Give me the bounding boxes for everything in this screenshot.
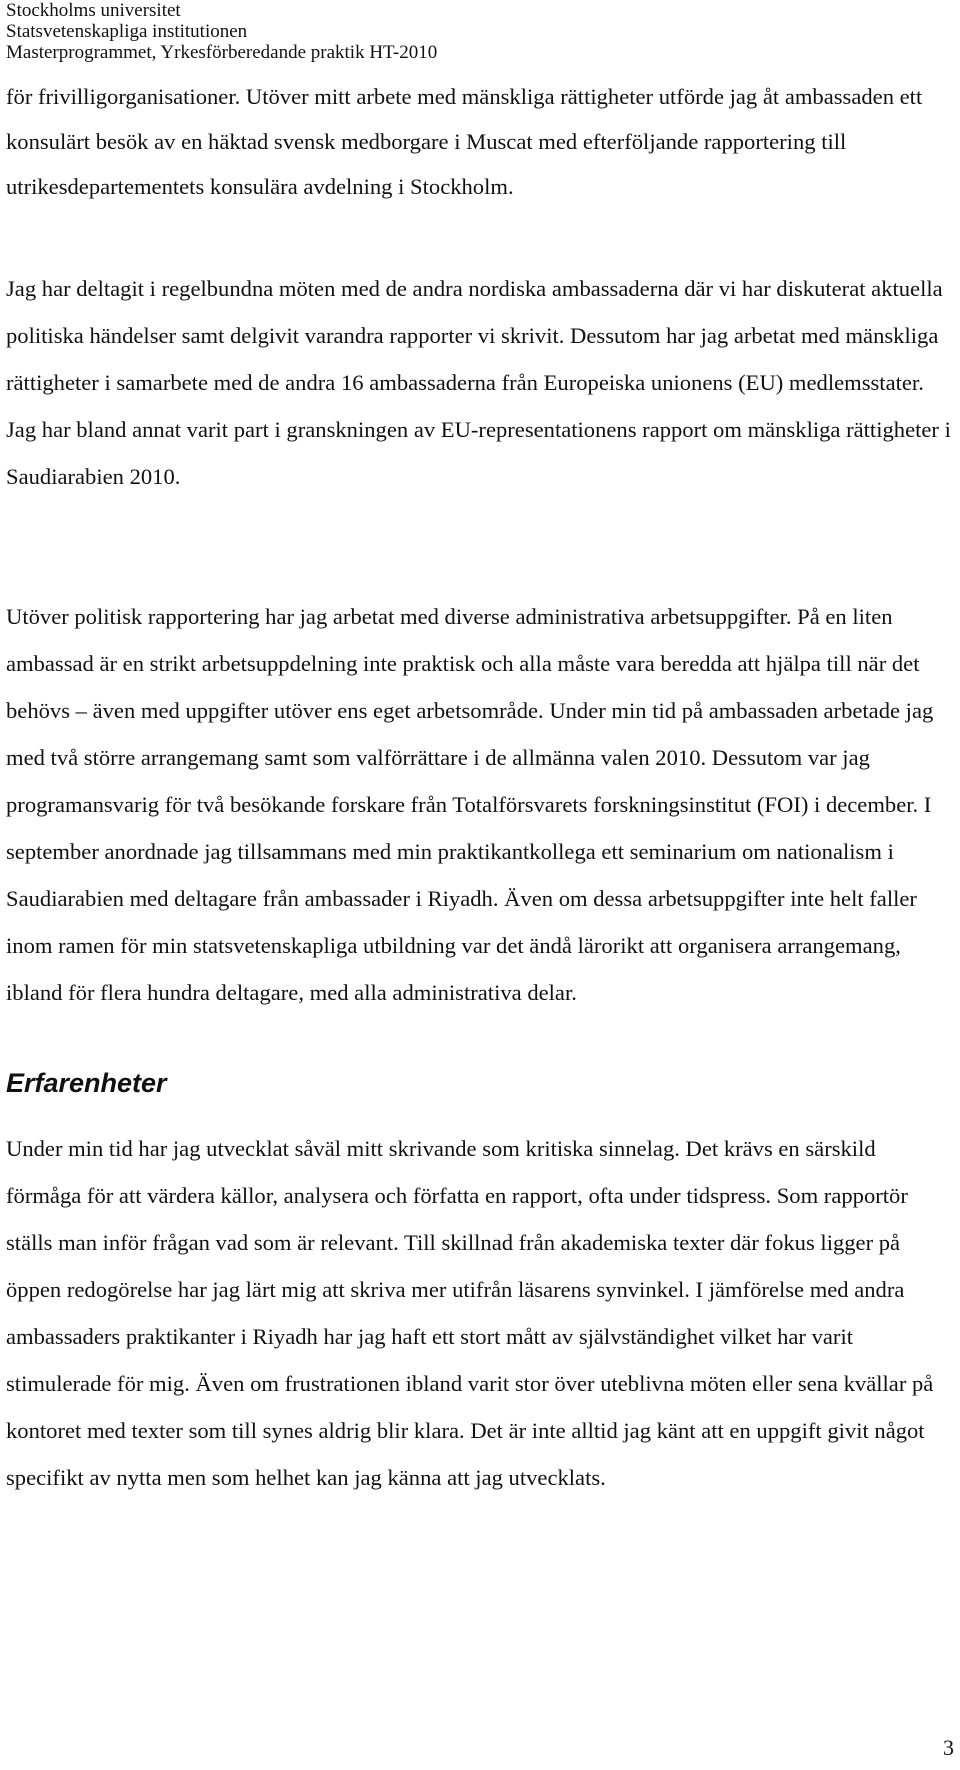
paragraph-experiences: Under min tid har jag utvecklat såväl mitt skrivande som kritiska sinnelag. Det krävs en särskild förmåga för att värdera källor, analysera och författa en rapport, ofta under tidspress. Som rapportör ställs man inför frågan vad som är relevant. Till skillnad från akademiska texter där fokus ligger på öppen redogörelse har jag lärt mig att skriva mer utifrån läsarens synvinkel. I jämförelse med andra ambassaders praktikanter i Riyadh har jag haft ett stort mått av självständighet vilket har varit stimulerade för mig. Även om frustrationen ibland varit stor över uteblivna möten eller sena kvällar på kontoret med texter som till synes aldrig blir klara. Det är inte alltid jag känt att en uppgift givit något specifikt av nytta men som helhet kan jag känna att jag utvecklats. [6,1136,934,1490]
page-number: 3 [943,1735,954,1760]
header-program: Masterprogrammet, Yrkesförberedande praktik HT-2010 [6,42,438,63]
header-institution: Statsvetenskapliga institutionen [6,21,248,42]
section-heading-experiences: Erfarenheter [6,1068,167,1098]
paragraph-consular-work: för frivilligorganisationer. Utöver mitt arbete med mänskliga rättigheter utförde jag åt ambassaden ett konsulärt besök av en häktad svensk medborgare i Muscat med efterföljande rapportering till utrikesdepartementets konsulära avdelning i Stockholm. [6,84,923,199]
header-university: Stockholms universitet [6,0,181,21]
paragraph-administrative-tasks: Utöver politisk rapportering har jag arbetat med diverse administrativa arbetsuppgifter. På en liten ambassad är en strikt arbetsuppdelning inte praktisk och alla måste vara beredda att hjälpa till när det behövs – även med uppgifter utöver ens eget arbetsområde. Under min tid på ambassaden arbetade jag med två större arrangemang samt som valförrättare i de allmänna valen 2010. Dessutom var jag programansvarig för två besökande forskare från Totalförsvarets forskningsinstitut (FOI) i december. I september anordnade jag tillsammans med min praktikantkollega ett seminarium om nationalism i Saudiarabien med deltagare från ambassader i Riyadh. Även om dessa arbetsuppgifter inte helt faller inom ramen för min statsvetenskapliga utbildning var det ändå lärorikt att organisera arrangemang, ibland för flera hundra deltagare, med alla administrativa delar. [6,604,934,1005]
document-header [6,0,437,63]
paragraph-nordic-meetings: Jag har deltagit i regelbundna möten med de andra nordiska ambassaderna där vi har diskuterat aktuella politiska händelser samt delgivit varandra rapporter vi skrivit. Dessutom har jag arbetat med mänskliga rättigheter i samarbete med de andra 16 ambassaderna från Europeiska unionens (EU) medlemsstater. Jag har bland annat varit part i granskningen av EU-representationens rapport om mänskliga rättigheter i Saudiarabien 2010. [6,276,951,489]
